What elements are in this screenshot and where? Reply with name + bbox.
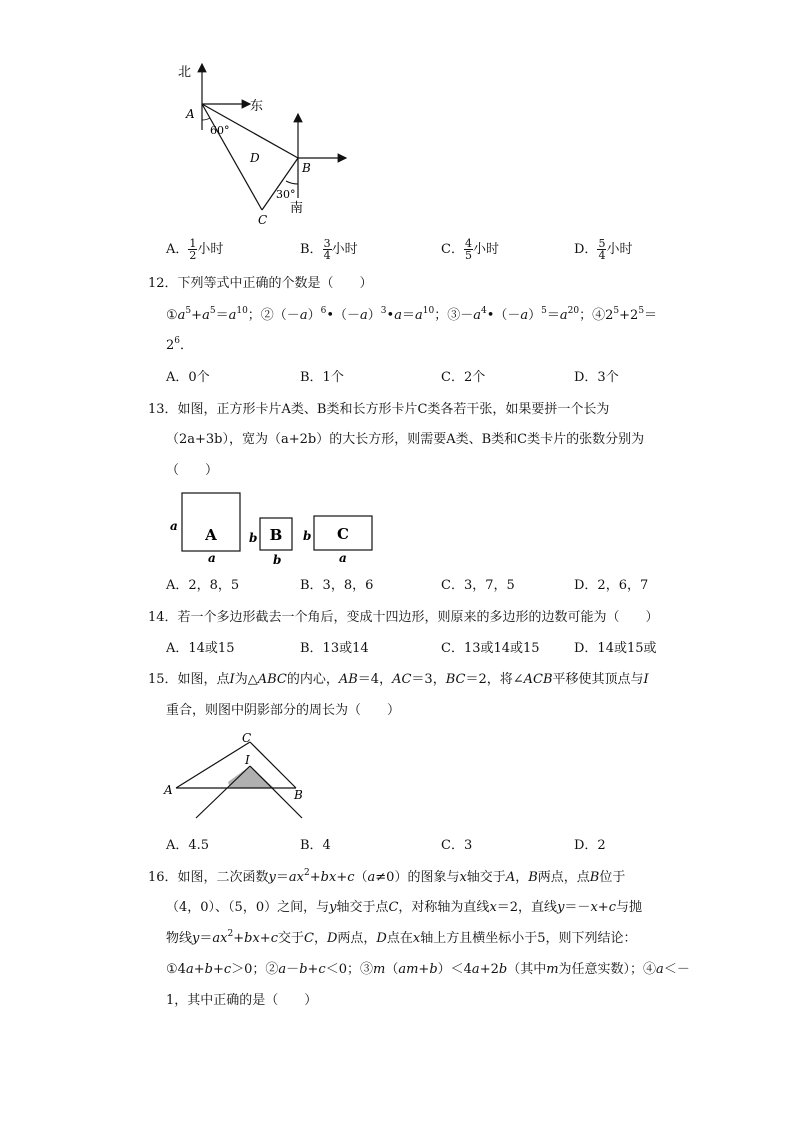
card-a-label: A: [205, 526, 217, 544]
label-point-c: C: [258, 213, 268, 227]
option-unit: 小时: [331, 242, 358, 257]
q13-option-b[interactable]: B．3，8，6: [300, 578, 374, 593]
q13-stem-line3: （ ）: [166, 463, 219, 478]
q12-equations: $①a^5+a^5=a^{10}$；$②(-a)^6•(-a)^3•a=a^{10}$；$③-a^4•(-a)^5=a^{20}$；$④2^5+2^5=$: [166, 306, 658, 323]
q14-option-d[interactable]: D．14或15或: [574, 641, 657, 656]
label-point-a: A: [186, 107, 195, 121]
q15-stem-line1: 15．如图，点I为△ABC的内心，AB＝4，AC＝3，BC＝2，将∠ACB平移使其顶点与I: [148, 672, 649, 687]
option-letter: D．: [574, 242, 598, 257]
q12-equations-cont: $2^6$．: [166, 336, 194, 353]
q15-option-b[interactable]: B．4: [300, 838, 331, 853]
option-unit: 小时: [197, 242, 224, 257]
card-a-bottom-label: a: [208, 551, 216, 565]
q15-option-d[interactable]: D．2: [574, 838, 606, 853]
q16-stem-line1: 16．如图，二次函数$y=ax^2+bx+c(a\ne 0)$的图象与x轴交于A，B两点，点B位于: [148, 868, 626, 885]
card-b-label: B: [269, 526, 283, 544]
q11-direction-diagram: [160, 58, 360, 228]
q12-option-b[interactable]: B．1个: [300, 370, 344, 385]
option-letter: B．: [300, 242, 323, 257]
label-north: 北: [178, 65, 192, 80]
label-point-c: C: [242, 731, 252, 745]
q14-option-a[interactable]: A．14或15: [166, 641, 235, 656]
q16-stem-line5: 1，其中正确的是（ ）: [166, 993, 318, 1008]
label-angle-30: 30°: [276, 188, 296, 201]
card-c-bottom-label: a: [339, 551, 347, 565]
label-south: 南: [290, 201, 304, 216]
q16-stem-line3: 物线$y=ax^2+bx+c$交于C，D两点，D点在x轴上方且横坐标小于5，则下列结论：: [166, 929, 637, 946]
q13-option-d[interactable]: D．2，6，7: [574, 578, 649, 593]
q14-option-c[interactable]: C．13或14或15: [441, 641, 540, 656]
translated-line-left: [196, 766, 250, 818]
label-point-i: I: [245, 753, 250, 767]
shaded-region: [228, 766, 274, 788]
q14-option-b[interactable]: B．13或14: [300, 641, 369, 656]
q12-option-c[interactable]: C．2个: [441, 370, 486, 385]
card-b-bottom-label: b: [273, 553, 282, 567]
q11-option-b[interactable]: [300, 238, 358, 261]
q11-option-d[interactable]: [574, 238, 632, 261]
label-point-b: B: [294, 788, 303, 802]
fraction: $\frac{5}{4}$: [598, 237, 606, 262]
q11-option-c[interactable]: [441, 238, 499, 261]
option-unit: 小时: [472, 242, 499, 257]
label-east: 东: [250, 99, 264, 114]
angle-arc-60: [202, 118, 210, 120]
fraction: $\frac{1}{2}$: [189, 237, 197, 262]
q14-stem: 14．若一个多边形截去一个角后，变成十四边形，则原来的多边形的边数可能为（ ）: [148, 610, 659, 625]
q16-stem-line2: （4，0）、（5，0）之间，与y轴交于点C，对称轴为直线x＝2，直线y＝－x+c与抛: [166, 900, 642, 915]
q15-stem-line2: 重合，则图中阴影部分的周长为（ ）: [166, 703, 401, 718]
q15-option-a[interactable]: A．4.5: [166, 838, 210, 853]
q13-cards-diagram: [164, 488, 384, 568]
card-b-side-label: b: [249, 531, 258, 545]
option-unit: 小时: [606, 242, 633, 257]
q15-option-c[interactable]: C．3: [441, 838, 473, 853]
angle-arc-30: [286, 181, 298, 184]
q12-option-d[interactable]: D．3个: [574, 370, 619, 385]
label-point-d: D: [250, 151, 260, 165]
q16-stem-line4: ①4a+b+c＞0；②a－b+c＜0；③m（am+b）＜4a+2b（其中m为任意实数）；④a＜－: [166, 962, 690, 977]
q13-option-c[interactable]: C．3，7，5: [441, 578, 515, 593]
q13-stem-line1: 13．如图，正方形卡片A类、B类和长方形卡片C类各若干张，如果要拼一个长为: [148, 402, 610, 417]
label-angle-60: 60°: [210, 124, 230, 137]
q11-option-a[interactable]: [166, 238, 223, 261]
card-c-label: C: [337, 525, 349, 543]
card-c-side-label: b: [303, 529, 312, 543]
q12-option-a[interactable]: A．0个: [166, 370, 210, 385]
q13-stem-line2: （2a+3b），宽为（a+2b）的大长方形，则需要A类、B类和C类卡片的张数分别为: [166, 432, 645, 447]
fraction: $\frac{3}{4}$: [323, 237, 331, 262]
fraction: $\frac{4}{5}$: [464, 237, 472, 262]
card-a-side-label: a: [170, 519, 178, 533]
q15-triangle-diagram: [160, 728, 320, 822]
label-point-b: B: [302, 161, 311, 175]
q13-option-a[interactable]: A．2，8，5: [166, 578, 240, 593]
option-letter: A．: [166, 242, 189, 257]
q12-stem: 12．下列等式中正确的个数是（ ）: [148, 276, 373, 291]
option-letter: C．: [441, 242, 464, 257]
label-point-a: A: [164, 783, 173, 797]
